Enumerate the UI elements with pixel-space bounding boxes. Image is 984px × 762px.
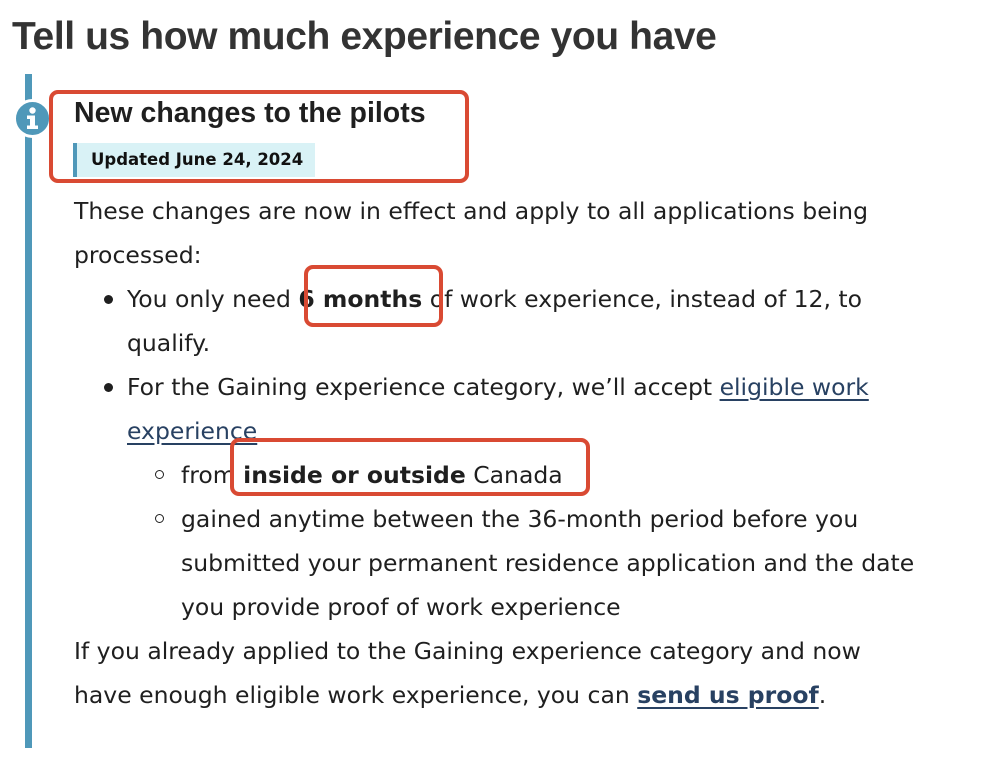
send-us-proof-link[interactable]: send us proof	[637, 681, 819, 709]
text: If you already applied to the Gaining experience category and now	[74, 637, 861, 665]
sub-list-item-period	[181, 497, 914, 629]
text: have enough eligible work experience, you can	[74, 681, 638, 709]
text: Canada	[465, 461, 563, 489]
bullet-disc-icon	[104, 383, 113, 392]
highlight-box-heading	[49, 90, 469, 183]
emphasis-6-months: 6 months	[298, 285, 423, 313]
text: You only need	[127, 285, 299, 313]
text: For the Gaining experience category, we’ll accept	[127, 373, 720, 401]
bullet-circle-icon	[155, 514, 164, 523]
info-glyph-icon	[16, 102, 49, 135]
text: from	[181, 461, 244, 489]
text: submitted your permanent residence application and the date	[181, 549, 915, 577]
page-title: Tell us how much experience you have	[12, 15, 717, 58]
notice-accent-bar	[25, 74, 32, 748]
intro-paragraph	[74, 189, 868, 277]
text: qualify.	[127, 329, 211, 357]
text: of work experience, instead of 12, to	[422, 285, 863, 313]
bullet-disc-icon	[104, 295, 113, 304]
text: .	[818, 681, 827, 709]
text: gained anytime between the 36-month period before you	[181, 505, 859, 533]
bullet-circle-icon	[155, 470, 164, 479]
text: you provide proof of work experience	[181, 593, 621, 621]
highlight-box-inside-outside	[230, 438, 590, 496]
list-item-work-experience	[127, 277, 862, 365]
intro-line-1: These changes are now in effect and apply to all applications being	[74, 197, 868, 225]
notice-heading: New changes to the pilots	[74, 97, 426, 129]
outro-paragraph	[74, 629, 861, 717]
intro-line-2: processed:	[74, 241, 202, 269]
info-icon	[13, 99, 52, 138]
emphasis-inside-or-outside: inside or outside	[243, 461, 466, 489]
updated-date-badge: Updated June 24, 2024	[73, 143, 315, 177]
highlight-box-6-months	[304, 265, 443, 327]
eligible-work-experience-link-cont[interactable]: experience	[127, 417, 258, 445]
eligible-work-experience-link[interactable]: eligible work	[719, 373, 869, 401]
